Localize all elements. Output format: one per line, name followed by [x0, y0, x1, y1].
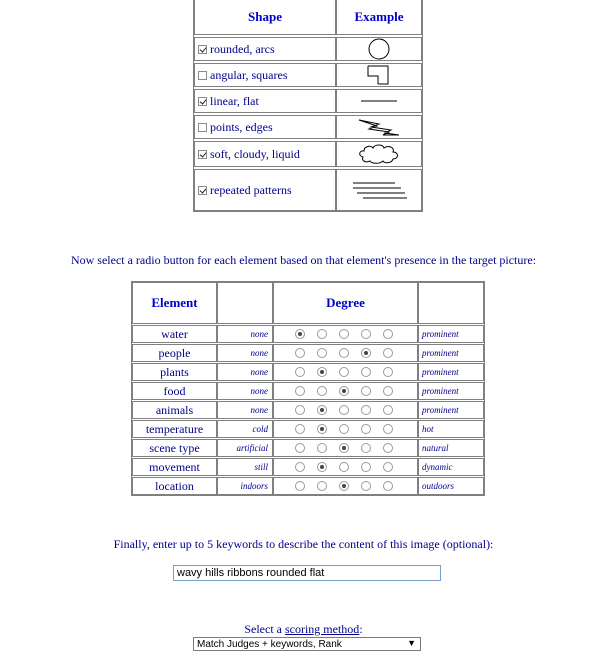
radio-group-food — [273, 382, 418, 400]
element-name-temperature: temperature — [132, 420, 217, 438]
scoring-method-select[interactable] — [193, 637, 421, 651]
degree-table — [131, 281, 485, 496]
high-label-plants: prominent — [418, 363, 484, 381]
high-label-movement: dynamic — [418, 458, 484, 476]
radio-movement-4[interactable] — [361, 462, 371, 472]
low-label-temperature: cold — [217, 420, 273, 438]
scoring-method-link[interactable]: scoring method — [284, 622, 360, 636]
radio-movement-3[interactable] — [339, 462, 349, 472]
shape-row-rounded[interactable] — [194, 37, 336, 61]
low-label-animals: none — [217, 401, 273, 419]
keywords-prompt: Finally, enter up to 5 keywords to describe the content of this image (optional): — [113, 537, 494, 551]
high-label-water: prominent — [418, 325, 484, 343]
radio-plants-2[interactable] — [317, 367, 327, 377]
radio-temperature-5[interactable] — [383, 424, 393, 434]
circle-icon — [336, 37, 422, 61]
high-label-people: prominent — [418, 344, 484, 362]
radio-water-4[interactable] — [361, 329, 371, 339]
radio-temperature-4[interactable] — [361, 424, 371, 434]
radio-group-animals — [273, 401, 418, 419]
element-name-movement: movement — [132, 458, 217, 476]
radio-location-4[interactable] — [361, 481, 371, 491]
points-checkbox[interactable] — [198, 123, 207, 132]
radio-plants-4[interactable] — [361, 367, 371, 377]
shape-row-repeated[interactable] — [194, 169, 336, 211]
radio-group-water — [273, 325, 418, 343]
element-name-plants: plants — [132, 363, 217, 381]
element-name-animals: animals — [132, 401, 217, 419]
low-label-plants: none — [217, 363, 273, 381]
scoring-label-prefix: Select a — [244, 622, 285, 636]
radio-scene-type-2[interactable] — [317, 443, 327, 453]
low-label-people: none — [217, 344, 273, 362]
radio-location-2[interactable] — [317, 481, 327, 491]
element-name-location: location — [132, 477, 217, 495]
low-label-scene-type: artificial — [217, 439, 273, 457]
high-label-scene-type: natural — [418, 439, 484, 457]
high-label-food: prominent — [418, 382, 484, 400]
angular-checkbox[interactable] — [198, 71, 207, 80]
radio-plants-3[interactable] — [339, 367, 349, 377]
radio-animals-4[interactable] — [361, 405, 371, 415]
radio-people-1[interactable] — [295, 348, 305, 358]
radio-people-5[interactable] — [383, 348, 393, 358]
radio-temperature-1[interactable] — [295, 424, 305, 434]
radio-scene-type-5[interactable] — [383, 443, 393, 453]
radio-people-3[interactable] — [339, 348, 349, 358]
radio-plants-5[interactable] — [383, 367, 393, 377]
element-name-people: people — [132, 344, 217, 362]
shape-label: repeated patterns — [210, 182, 292, 197]
shape-label: linear, flat — [210, 93, 259, 108]
degree-header: Degree — [273, 282, 418, 324]
soft-checkbox[interactable] — [198, 150, 207, 159]
line-icon — [336, 89, 422, 113]
shape-header: Shape — [194, 0, 336, 35]
radio-plants-1[interactable] — [295, 367, 305, 377]
high-label-animals: prominent — [418, 401, 484, 419]
radio-group-location — [273, 477, 418, 495]
low-header — [217, 282, 273, 324]
element-header: Element — [132, 282, 217, 324]
low-label-water: none — [217, 325, 273, 343]
high-label-temperature: hot — [418, 420, 484, 438]
radio-food-4[interactable] — [361, 386, 371, 396]
radio-location-3[interactable] — [339, 481, 349, 491]
radio-food-1[interactable] — [295, 386, 305, 396]
radio-group-plants — [273, 363, 418, 381]
keywords-input[interactable] — [173, 565, 441, 581]
radio-movement-1[interactable] — [295, 462, 305, 472]
radio-animals-3[interactable] — [339, 405, 349, 415]
radio-instruction: Now select a radio button for each element based on that element's presence in the target picture: — [70, 253, 537, 267]
radio-group-temperature — [273, 420, 418, 438]
low-label-location: indoors — [217, 477, 273, 495]
high-label-location: outdoors — [418, 477, 484, 495]
low-label-movement: still — [217, 458, 273, 476]
radio-group-scene-type — [273, 439, 418, 457]
low-label-food: none — [217, 382, 273, 400]
radio-scene-type-4[interactable] — [361, 443, 371, 453]
example-header: Example — [336, 0, 422, 35]
high-header — [418, 282, 484, 324]
radio-food-5[interactable] — [383, 386, 393, 396]
squares-icon — [336, 63, 422, 87]
shape-row-points[interactable] — [194, 115, 336, 139]
radio-people-4[interactable] — [361, 348, 371, 358]
scoring-selected-value: Match Judges + keywords, Rank — [197, 638, 342, 650]
radio-location-1[interactable] — [295, 481, 305, 491]
linear-checkbox[interactable] — [198, 97, 207, 106]
radio-animals-1[interactable] — [295, 405, 305, 415]
radio-scene-type-3[interactable] — [339, 443, 349, 453]
dropdown-arrow-icon: ▼ — [407, 638, 416, 648]
radio-water-1[interactable] — [295, 329, 305, 339]
radio-animals-2[interactable] — [317, 405, 327, 415]
radio-water-5[interactable] — [383, 329, 393, 339]
radio-group-people — [273, 344, 418, 362]
shape-row-angular[interactable] — [194, 63, 336, 87]
element-name-water: water — [132, 325, 217, 343]
radio-location-5[interactable] — [383, 481, 393, 491]
radio-animals-5[interactable] — [383, 405, 393, 415]
radio-scene-type-1[interactable] — [295, 443, 305, 453]
shape-table — [193, 0, 423, 212]
radio-movement-5[interactable] — [383, 462, 393, 472]
radio-food-3[interactable] — [339, 386, 349, 396]
shape-label: angular, squares — [210, 67, 288, 82]
rounded-checkbox[interactable] — [198, 45, 207, 54]
element-name-food: food — [132, 382, 217, 400]
radio-group-movement — [273, 458, 418, 476]
radio-people-2[interactable] — [317, 348, 327, 358]
lightning-icon — [336, 115, 422, 139]
cloud-icon — [336, 141, 422, 167]
shape-row-soft[interactable] — [194, 141, 336, 167]
shape-label: points, edges — [210, 119, 273, 134]
radio-movement-2[interactable] — [317, 462, 327, 472]
radio-water-3[interactable] — [339, 329, 349, 339]
radio-temperature-3[interactable] — [339, 424, 349, 434]
radio-water-2[interactable] — [317, 329, 327, 339]
radio-temperature-2[interactable] — [317, 424, 327, 434]
scoring-label-suffix: : — [359, 622, 363, 636]
scoring-label — [0, 622, 607, 637]
shape-label: rounded, arcs — [210, 41, 275, 56]
element-name-scene-type: scene type — [132, 439, 217, 457]
shape-label: soft, cloudy, liquid — [210, 146, 300, 161]
radio-food-2[interactable] — [317, 386, 327, 396]
repeated-checkbox[interactable] — [198, 186, 207, 195]
stripes-icon — [336, 169, 422, 211]
shape-row-linear[interactable] — [194, 89, 336, 113]
